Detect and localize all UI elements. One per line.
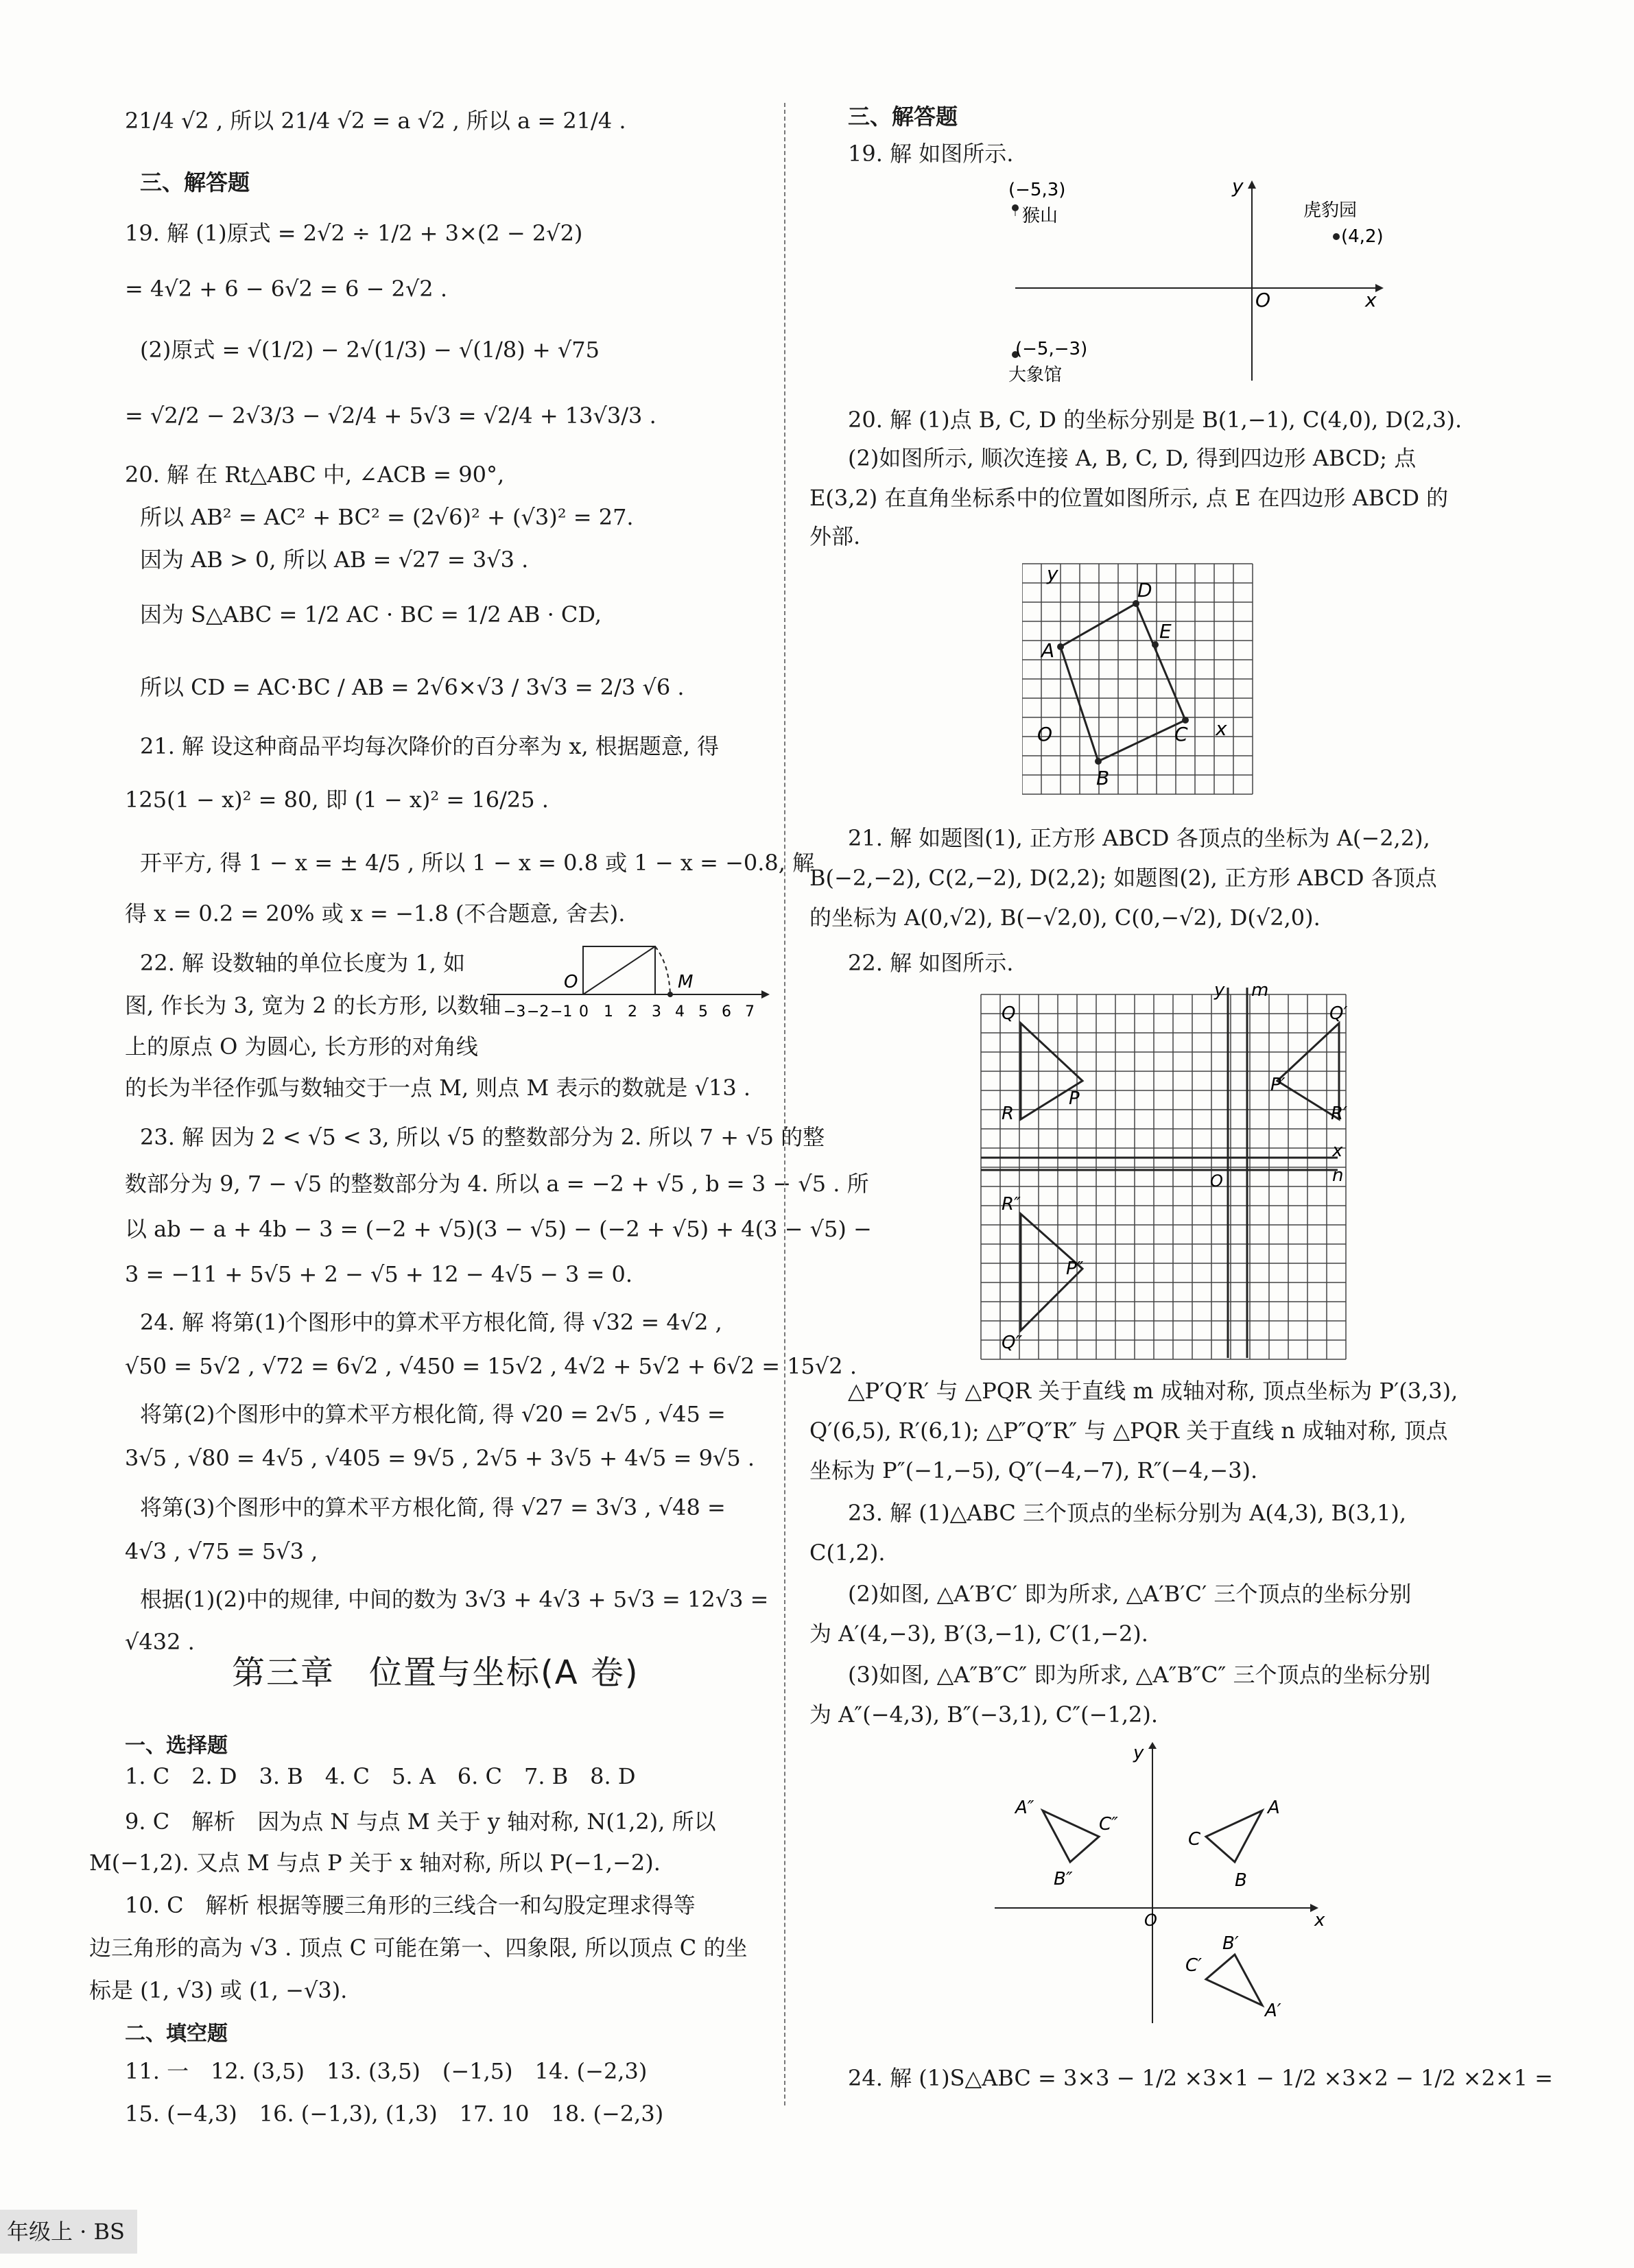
point-d-label: D (1137, 579, 1152, 601)
text-line: E(3,2) 在直角坐标系中的位置如图所示, 点 E 在四边形 ABCD 的 (809, 485, 1449, 511)
axis-label: x (1365, 289, 1377, 311)
point-label: B″ (1054, 1869, 1073, 1889)
text-line: 20. 解 (1)点 B, C, D 的坐标分别是 B(1,−1), C(4,0), D(2,3). (848, 407, 1463, 433)
point-label: C′ (1185, 1955, 1203, 1976)
answer-line: 边三角形的高为 √3 . 顶点 C 可能在第一、四象限, 所以顶点 C 的坐 (89, 1935, 748, 1961)
text-line: 125(1 − x)² = 80, 即 (1 − x)² = 16/25 . (125, 787, 549, 813)
text-line: 的长为半径作弧与数轴交于一点 M, 则点 M 表示的数就是 √13 . (125, 1075, 751, 1101)
text-line: 3 = −11 + 5√5 + 2 − √5 + 12 − 4√5 − 3 = 0. (125, 1261, 633, 1287)
origin-label: O (1255, 289, 1271, 311)
chapter-title: 第三章 位置与坐标(A 卷) (232, 1654, 639, 1692)
text-line: 3√5 , √80 = 4√5 , √405 = 9√5 , 2√5 + 3√5 + 4√5 = 9√5 . (125, 1445, 755, 1471)
text-line: (2)原式 = √(1/2) − 2√(1/3) − √(1/8) + √75 (140, 337, 600, 363)
page-footer: 年级上 · BS (0, 2210, 137, 2254)
place-label: 猴山 (1022, 206, 1058, 226)
text-line: = 4√2 + 6 − 6√2 = 6 − 2√2 . (125, 276, 447, 302)
point-label: A (1268, 1798, 1280, 1818)
point-label: R′ (1331, 1103, 1347, 1124)
text-line: 21. 解 如题图(1), 正方形 ABCD 各顶点的坐标为 A(−2,2), (848, 825, 1430, 851)
text-line: 将第(2)个图形中的算术平方根化简, 得 √20 = 2√5 , √45 = (140, 1401, 726, 1427)
point-label: A″ (1015, 1798, 1034, 1818)
origin-label: O (1037, 723, 1053, 745)
section-heading: 三、解答题 (848, 104, 958, 130)
text-line: 24. 解 将第(1)个图形中的算术平方根化简, 得 √32 = 4√2 , (140, 1309, 722, 1335)
answer-line: 11. 一 12. (3,5) 13. (3,5) (−1,5) 14. (−2,3) (125, 2058, 648, 2084)
axis-label: y (1133, 1743, 1144, 1763)
text-line: Q′(6,5), R′(6,1); △P″Q″R″ 与 △PQR 关于直线 n 成轴对称, 顶点 (809, 1418, 1448, 1444)
tick-label: 7 (745, 1003, 755, 1020)
point-label: R (1002, 1103, 1015, 1124)
reflection-figure (967, 981, 1351, 1365)
text-line: 根据(1)(2)中的规律, 中间的数为 3√3 + 4√3 + 5√3 = 12√3 = (140, 1586, 769, 1612)
point-a-label: A (1041, 639, 1055, 662)
triangle-reflection-figure (988, 1742, 1345, 2030)
text-line: C(1,2). (809, 1540, 886, 1566)
point-b-label: B (1096, 767, 1110, 789)
text-line: √50 = 5√2 , √72 = 6√2 , √450 = 15√2 , 4√2 + 5√2 + 6√2 = 15√2 . (125, 1353, 857, 1379)
place-label: 大象馆 (1008, 365, 1063, 385)
tick-label: 1 (604, 1003, 613, 1020)
text-line: 19. 解 如图所示. (848, 141, 1014, 167)
axis-label: x (1314, 1910, 1325, 1931)
text-line: 24. 解 (1)S△ABC = 3×3 − 1/2 ×3×1 − 1/2 ×3×2 − 1/2 ×2×1 = (848, 2065, 1553, 2091)
text-line: (3)如图, △A″B″C″ 即为所求, △A″B″C″ 三个顶点的坐标分别 (848, 1662, 1431, 1688)
text-line: 上的原点 O 为圆心, 长方形的对角线 (125, 1034, 478, 1060)
answer-line: 10. C 解析 根据等腰三角形的三线合一和勾股定理求得等 (125, 1892, 696, 1918)
point-label: B (1235, 1870, 1247, 1891)
number-line-figure (487, 933, 775, 1029)
tick-label: 0 (579, 1003, 589, 1020)
text-line: 23. 解 (1)△ABC 三个顶点的坐标分别为 A(4,3), B(3,1), (848, 1500, 1407, 1526)
text-line: (2)如图所示, 顺次连接 A, B, C, D, 得到四边形 ABCD; 点 (848, 445, 1417, 471)
answer-line: 15. (−4,3) 16. (−1,3), (1,3) 17. 10 18. (−2,3) (125, 2101, 664, 2127)
answer-line: 1. C 2. D 3. B 4. C 5. A 6. C 7. B 8. D (125, 1763, 636, 1789)
text-line: B(−2,−2), C(2,−2), D(2,2); 如题图(2), 正方形 ABCD 各顶点 (809, 865, 1437, 891)
text-line: 外部. (809, 523, 861, 549)
section-heading: 三、解答题 (140, 169, 250, 195)
point-label: P′ (1270, 1075, 1286, 1095)
text-line: 数部分为 9, 7 − √5 的整数部分为 4. 所以 a = −2 + √5 , b = 3 − √5 . 所 (125, 1171, 869, 1197)
axis-label: y (1047, 562, 1058, 585)
point-label: C″ (1099, 1814, 1118, 1835)
coord-label: (4,2) (1341, 226, 1384, 247)
point-m-label: M (678, 972, 694, 992)
text-line: 所以 CD = AC·BC / AB = 2√6×√3 / 3√3 = 2/3 √6 . (140, 674, 685, 700)
tick-label: −3 (504, 1003, 526, 1020)
tick-label: 4 (675, 1003, 685, 1020)
point-label: Q′ (1329, 1003, 1348, 1024)
point-c-label: C (1174, 723, 1188, 745)
coord-label: (−5,−3) (1015, 339, 1088, 359)
text-line: = √2/2 − 2√3/3 − √2/4 + 5√3 = √2/4 + 13√3/3 . (125, 403, 656, 429)
line-m-label: m (1251, 981, 1269, 1001)
origin-label: O (1144, 1911, 1157, 1930)
text-line: 19. 解 (1)原式 = 2√2 ÷ 1/2 + 3×(2 − 2√2) (125, 220, 583, 246)
text-line: √432 . (125, 1629, 195, 1655)
map-figure (1002, 175, 1386, 387)
point-label: C (1188, 1829, 1201, 1850)
tick-label: 2 (628, 1003, 637, 1020)
text-line: 4√3 , √75 = 5√3 , (125, 1538, 318, 1564)
text-line: 以 ab − a + 4b − 3 = (−2 + √5)(3 − √5) − (−2 + √5) + 4(3 − √5) − (125, 1216, 872, 1242)
text-line: 坐标为 P″(−1,−5), Q″(−4,−7), R″(−4,−3). (809, 1457, 1258, 1483)
point-label: B′ (1222, 1933, 1239, 1954)
point-label: P″ (1066, 1258, 1084, 1279)
section-heading: 二、填空题 (125, 2022, 228, 2046)
point-label: R″ (1002, 1194, 1021, 1215)
point-label: Q″ (1002, 1333, 1023, 1353)
text-line: 为 A″(−4,3), B″(−3,1), C″(−1,2). (809, 1702, 1159, 1728)
text-line: 21. 解 设这种商品平均每次降价的百分率为 x, 根据题意, 得 (140, 733, 720, 759)
section-heading: 一、选择题 (125, 1734, 228, 1758)
text-line: 因为 S△ABC = 1/2 AC · BC = 1/2 AB · CD, (140, 601, 602, 628)
axis-label: x (1216, 717, 1227, 740)
axis-label: y (1232, 175, 1244, 198)
text-line: 21/4 √2 , 所以 21/4 √2 = a √2 , 所以 a = 21/4 . (125, 108, 626, 134)
text-line: 得 x = 0.2 = 20% 或 x = −1.8 (不合题意, 舍去). (125, 900, 626, 927)
grid-figure (1022, 561, 1283, 808)
point-label: A′ (1265, 2001, 1281, 2021)
column-divider (784, 103, 785, 2105)
axis-label: y (1214, 981, 1225, 1001)
text-line: 将第(3)个图形中的算术平方根化简, 得 √27 = 3√3 , √48 = (140, 1494, 726, 1520)
tick-label: 5 (698, 1003, 708, 1020)
text-line: 开平方, 得 1 − x = ± 4/5 , 所以 1 − x = 0.8 或 1 − x = −0.8, 解 (140, 850, 815, 876)
coord-label: (−5,3) (1008, 180, 1066, 200)
place-label: 虎豹园 (1303, 200, 1358, 221)
origin-label: O (1210, 1171, 1223, 1191)
tick-label: 3 (652, 1003, 661, 1020)
text-line: 为 A′(4,−3), B′(3,−1), C′(1,−2). (809, 1621, 1148, 1647)
text-line: 的坐标为 A(0,√2), B(−√2,0), C(0,−√2), D(√2,0). (809, 905, 1321, 931)
origin-label: O (564, 972, 578, 992)
tick-label: −2 (527, 1003, 549, 1020)
point-label: P (1069, 1088, 1080, 1109)
answer-line: 标是 (1, √3) 或 (1, −√3). (89, 1977, 348, 2003)
tick-label: −1 (550, 1003, 573, 1020)
tick-label: 6 (722, 1003, 731, 1020)
text-line: (2)如图, △A′B′C′ 即为所求, △A′B′C′ 三个顶点的坐标分别 (848, 1581, 1412, 1607)
text-line: 22. 解 如图所示. (848, 950, 1014, 976)
line-n-label: n (1332, 1165, 1344, 1186)
point-label: Q (1002, 1003, 1016, 1024)
point-e-label: E (1159, 620, 1172, 643)
text-line: 22. 解 设数轴的单位长度为 1, 如 (140, 950, 466, 976)
text-line: 20. 解 在 Rt△ABC 中, ∠ACB = 90°, (125, 462, 505, 488)
text-line: 图, 作长为 3, 宽为 2 的长方形, 以数轴 (125, 992, 501, 1018)
answer-line: M(−1,2). 又点 M 与点 P 关于 x 轴对称, 所以 P(−1,−2). (89, 1850, 661, 1876)
answer-line: 9. C 解析 因为点 N 与点 M 关于 y 轴对称, N(1,2), 所以 (125, 1809, 716, 1835)
text-line: 因为 AB > 0, 所以 AB = √27 = 3√3 . (140, 547, 529, 573)
text-line: △P′Q′R′ 与 △PQR 关于直线 m 成轴对称, 顶点坐标为 P′(3,3), (848, 1378, 1458, 1404)
axis-label: x (1332, 1141, 1343, 1161)
text-line: 23. 解 因为 2 < √5 < 3, 所以 √5 的整数部分为 2. 所以 7 + √5 的整 (140, 1124, 825, 1150)
text-line: 所以 AB² = AC² + BC² = (2√6)² + (√3)² = 27. (140, 504, 634, 530)
